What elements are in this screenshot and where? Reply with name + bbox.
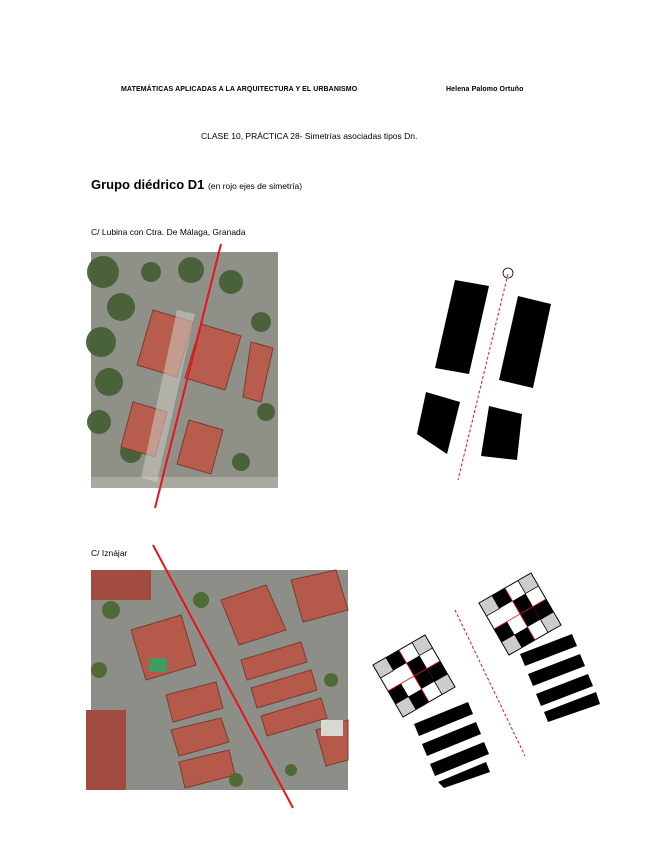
bar-group-right: [520, 634, 600, 722]
checker-block-right: [479, 573, 561, 655]
checker-block-left: [373, 635, 455, 717]
practice-subtitle: CLASE 10, PRÁCTICA 28- Simetrías asociadas tipos Dn.: [201, 131, 418, 141]
section-note: (en rojo ejes de simetría): [208, 181, 303, 191]
example-2-caption: C/ Iznájar: [91, 548, 128, 558]
course-title: MATEMÁTICAS APLICADAS A LA ARQUITECTURA Y EL URBANISMO: [121, 86, 358, 93]
author-name: Helena Palomo Ortuño: [446, 86, 524, 93]
example-1-caption: C/ Lubina con Ctra. De Málaga, Granada: [91, 227, 246, 237]
diagram-2: [378, 578, 604, 788]
section-heading: Grupo diédrico D1: [91, 177, 205, 192]
bar-group-left: [414, 702, 490, 788]
